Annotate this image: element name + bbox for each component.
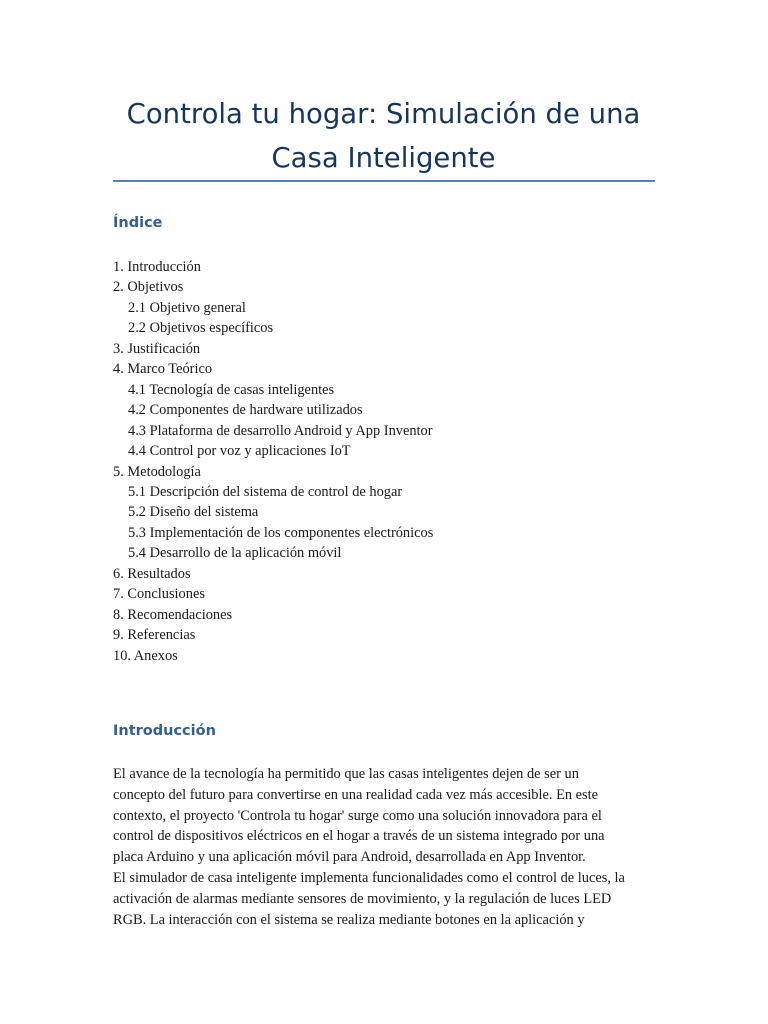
intro-line: concepto del futuro para convertirse en una realidad cada vez más accesible. En este bbox=[113, 786, 599, 803]
toc-item: 4. Marco Teórico bbox=[113, 361, 213, 378]
toc-heading: Índice bbox=[113, 215, 163, 231]
intro-line: contexto, el proyecto 'Controla tu hogar' surge como una solución innovadora para el bbox=[113, 807, 602, 824]
intro-line: activación de alarmas mediante sensores de movimiento, y la regulación de luces LED bbox=[113, 890, 612, 907]
toc-item: 4.1 Tecnología de casas inteligentes bbox=[128, 381, 335, 398]
intro-line: El simulador de casa inteligente implementa funcionalidades como el control de luces, la bbox=[113, 869, 625, 886]
toc-item: 10. Anexos bbox=[113, 647, 178, 664]
toc-item: 5.2 Diseño del sistema bbox=[128, 504, 259, 521]
table-of-contents bbox=[113, 257, 433, 666]
toc-item: 2.1 Objetivo general bbox=[128, 299, 246, 316]
toc-item: 5.3 Implementación de los componentes electrónicos bbox=[128, 524, 434, 541]
toc-item: 5.1 Descripción del sistema de control de hogar bbox=[128, 483, 403, 500]
document-title bbox=[113, 92, 654, 180]
toc-item: 2. Objetivos bbox=[113, 279, 184, 296]
toc-item: 4.3 Plataforma de desarrollo Android y App Inventor bbox=[128, 422, 433, 439]
toc-item: 2.2 Objetivos específicos bbox=[128, 320, 274, 337]
title-line-1: Controla tu hogar: Simulación de una bbox=[126, 98, 641, 130]
toc-item: 5.4 Desarrollo de la aplicación móvil bbox=[128, 545, 342, 562]
toc-item: 3. Justificación bbox=[113, 340, 201, 357]
title-underline bbox=[113, 180, 655, 182]
toc-item: 7. Conclusiones bbox=[113, 586, 205, 603]
intro-paragraph bbox=[113, 764, 658, 930]
toc-item: 4.4 Control por voz y aplicaciones IoT bbox=[128, 443, 351, 460]
toc-item: 4.2 Componentes de hardware utilizados bbox=[128, 402, 363, 419]
intro-line: El avance de la tecnología ha permitido que las casas inteligentes dejen de ser un bbox=[113, 766, 579, 782]
toc-item: 8. Recomendaciones bbox=[113, 606, 233, 623]
intro-line: control de dispositivos eléctricos en el hogar a través de un sistema integrado por una bbox=[113, 828, 605, 845]
intro-line: RGB. La interacción con el sistema se realiza mediante botones en la aplicación y bbox=[113, 911, 585, 928]
toc-item: 9. Referencias bbox=[113, 627, 196, 644]
intro-heading: Introducción bbox=[113, 723, 216, 739]
toc-item: 1. Introducción bbox=[113, 259, 201, 275]
intro-line: placa Arduino y una aplicación móvil para Android, desarrollada en App Inventor. bbox=[113, 849, 586, 866]
title-line-2: Casa Inteligente bbox=[271, 142, 496, 174]
toc-item: 6. Resultados bbox=[113, 565, 191, 582]
toc-item: 5. Metodología bbox=[113, 463, 201, 480]
